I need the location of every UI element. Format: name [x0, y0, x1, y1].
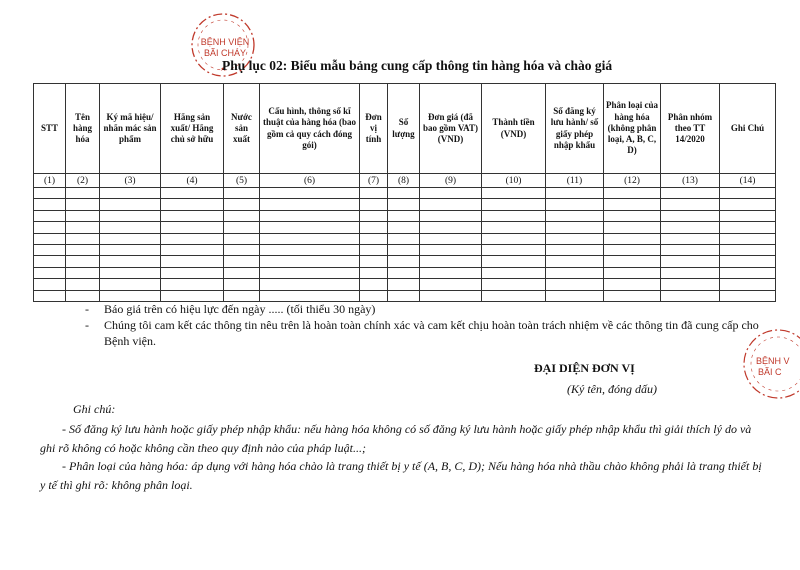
table-cell [546, 188, 604, 199]
table-cell [482, 233, 546, 244]
table-cell [260, 267, 360, 278]
table-cell [604, 233, 661, 244]
table-cell [161, 222, 224, 233]
table-cell [482, 279, 546, 290]
table-cell [388, 256, 420, 267]
table-cell [546, 244, 604, 255]
table-cell [224, 290, 260, 301]
table-cell [661, 279, 720, 290]
column-header: Phân loại của hàng hóa (không phân loại, A, B, C, D) [604, 84, 661, 174]
table-cell [661, 233, 720, 244]
column-header: Thành tiền (VND) [482, 84, 546, 174]
column-number: (6) [260, 174, 360, 188]
column-header: Số đăng ký lưu hành/ số giấy phép nhập khẩu [546, 84, 604, 174]
table-cell [260, 210, 360, 221]
column-header: Nước sản xuất [224, 84, 260, 174]
table-cell [66, 267, 100, 278]
table-cell [482, 222, 546, 233]
note-item [85, 301, 770, 317]
table-cell [604, 188, 661, 199]
column-number: (2) [66, 174, 100, 188]
table-cell [720, 222, 776, 233]
table-cell [661, 244, 720, 255]
table-cell [482, 256, 546, 267]
table-cell [604, 244, 661, 255]
note-item [85, 317, 770, 349]
table-cell [34, 210, 66, 221]
table-cell [420, 290, 482, 301]
table-cell [546, 233, 604, 244]
column-header: Đơn vị tính [360, 84, 388, 174]
table-row [34, 210, 776, 221]
table-cell [604, 290, 661, 301]
table-cell [482, 244, 546, 255]
column-number: (4) [161, 174, 224, 188]
table-cell [720, 244, 776, 255]
column-number: (10) [482, 174, 546, 188]
table-cell [720, 210, 776, 221]
notes-list [85, 301, 770, 349]
column-number-row [34, 174, 776, 188]
table-row [34, 188, 776, 199]
table-cell [388, 279, 420, 290]
table-cell [360, 267, 388, 278]
table-cell [720, 267, 776, 278]
document-title: Phụ lục 02: Biểu mẫu bảng cung cấp thông tin hàng hóa và chào giá [222, 58, 613, 73]
table-cell [661, 188, 720, 199]
table-row [34, 199, 776, 210]
table-cell [388, 233, 420, 244]
table-cell [482, 199, 546, 210]
table-cell [604, 222, 661, 233]
table-cell [388, 199, 420, 210]
table-cell [66, 233, 100, 244]
table-cell [224, 188, 260, 199]
table-cell [34, 233, 66, 244]
column-header: Ghi Chú [720, 84, 776, 174]
table-cell [161, 188, 224, 199]
table-cell [420, 244, 482, 255]
table-cell [661, 199, 720, 210]
table-cell [720, 290, 776, 301]
table-cell [66, 244, 100, 255]
table-cell [100, 233, 161, 244]
note-commitment: Chúng tôi cam kết các thông tin nêu trên là hoàn toàn chính xác và cam kết chịu hoàn toàn trách nhiệm về các thông tin đã cung cấp cho Bệnh viện. [104, 318, 759, 348]
table-cell [100, 210, 161, 221]
table-cell [360, 222, 388, 233]
table-cell [420, 199, 482, 210]
table-cell [546, 279, 604, 290]
table-cell [546, 210, 604, 221]
table-row [34, 222, 776, 233]
column-number: (8) [388, 174, 420, 188]
table-cell [482, 290, 546, 301]
table-cell [260, 188, 360, 199]
table-cell [360, 233, 388, 244]
table-cell [260, 244, 360, 255]
table-cell [100, 222, 161, 233]
table-cell [420, 256, 482, 267]
table-cell [546, 290, 604, 301]
table-cell [720, 256, 776, 267]
column-number: (1) [34, 174, 66, 188]
table-cell [546, 222, 604, 233]
table-cell [224, 199, 260, 210]
table-cell [604, 267, 661, 278]
table-cell [420, 210, 482, 221]
column-header: Hãng sản xuất/ Hãng chủ sở hữu [161, 84, 224, 174]
table-cell [34, 290, 66, 301]
table-cell [661, 222, 720, 233]
table-cell [100, 199, 161, 210]
table-cell [260, 290, 360, 301]
table-cell [224, 279, 260, 290]
table-cell [34, 188, 66, 199]
table-cell [161, 210, 224, 221]
table-cell [66, 199, 100, 210]
table-cell [34, 222, 66, 233]
table-cell [100, 188, 161, 199]
table-cell [482, 210, 546, 221]
table-cell [546, 256, 604, 267]
table-cell [604, 210, 661, 221]
table-cell [482, 267, 546, 278]
table-cell [604, 199, 661, 210]
note-bullet: - [85, 318, 89, 332]
table-cell [388, 244, 420, 255]
column-number: (14) [720, 174, 776, 188]
table-cell [66, 210, 100, 221]
table-cell [546, 199, 604, 210]
quotation-table [33, 83, 776, 302]
table-cell [661, 290, 720, 301]
column-header: Phân nhóm theo TT 14/2020 [661, 84, 720, 174]
table-cell [260, 222, 360, 233]
table-cell [161, 279, 224, 290]
table-cell [161, 256, 224, 267]
table-row [34, 279, 776, 290]
ghi-chu-title: Ghi chú: [73, 402, 116, 416]
table-cell [260, 279, 360, 290]
table-cell [224, 222, 260, 233]
table-cell [388, 188, 420, 199]
note-validity: Báo giá trên có hiệu lực đến ngày ..... (tối thiểu 30 ngày) [104, 302, 376, 316]
table-cell [66, 222, 100, 233]
ghi-chu-item: - Số đăng ký lưu hành hoặc giấy phép nhập khẩu: nếu hàng hóa không có số đăng ký lưu hành hoặc giấy phép nhập khẩu thì giải thích lý do và ghi rõ không có hoặc không cần theo quy định nào của pháp luật...; [40, 422, 752, 455]
table-cell [224, 233, 260, 244]
table-cell [360, 199, 388, 210]
table-cell [161, 290, 224, 301]
table-cell [360, 210, 388, 221]
table-cell [420, 267, 482, 278]
table-cell [260, 199, 360, 210]
table-cell [34, 244, 66, 255]
table-cell [224, 256, 260, 267]
column-header: Đơn giá (đã bao gồm VAT) (VND) [420, 84, 482, 174]
table-cell [360, 290, 388, 301]
table-cell [34, 267, 66, 278]
table-row [34, 256, 776, 267]
stamp-right-line-2: BÃI C [758, 367, 782, 377]
column-number: (7) [360, 174, 388, 188]
table-row [34, 233, 776, 244]
column-number: (9) [420, 174, 482, 188]
table-cell [420, 233, 482, 244]
stamp-line-1: BỆNH VIỆN [200, 37, 250, 47]
column-number: (13) [661, 174, 720, 188]
table-cell [388, 290, 420, 301]
signature-subtitle: (Ký tên, đóng dấu) [567, 382, 657, 396]
table-cell [360, 188, 388, 199]
table-cell [100, 267, 161, 278]
table-cell [161, 267, 224, 278]
table-cell [224, 244, 260, 255]
signature-title: ĐẠI DIỆN ĐƠN VỊ [534, 361, 635, 375]
column-header: Cấu hình, thông số kĩ thuật của hàng hóa (bao gồm cả quy cách đóng gói) [260, 84, 360, 174]
table-cell [482, 188, 546, 199]
table-cell [224, 267, 260, 278]
ghi-chu-item: - Phân loại của hàng hóa: áp dụng với hàng hóa chào là trang thiết bị y tế (A, B, C, D); Nếu hàng hóa nhà thầu chào không phải là trang thiết bị y tế thì ghi rõ: không phân loại. [40, 459, 762, 492]
table-cell [661, 267, 720, 278]
table-cell [388, 267, 420, 278]
table-cell [66, 279, 100, 290]
column-number: (12) [604, 174, 661, 188]
column-header: Số lượng [388, 84, 420, 174]
table-cell [360, 279, 388, 290]
table-cell [720, 188, 776, 199]
table-cell [34, 256, 66, 267]
table-cell [161, 233, 224, 244]
table-cell [260, 256, 360, 267]
column-header: STT [34, 84, 66, 174]
table-cell [66, 256, 100, 267]
table-cell [161, 244, 224, 255]
table-cell [604, 279, 661, 290]
table-cell [661, 256, 720, 267]
table-cell [66, 290, 100, 301]
table-cell [260, 233, 360, 244]
table-row [34, 267, 776, 278]
table-cell [720, 233, 776, 244]
table-cell [388, 210, 420, 221]
table-cell [100, 290, 161, 301]
table-cell [420, 222, 482, 233]
table-row [34, 290, 776, 301]
table-cell [360, 244, 388, 255]
table-cell [546, 267, 604, 278]
table-cell [34, 279, 66, 290]
table-header-row [34, 84, 776, 174]
table-cell [100, 279, 161, 290]
table-cell [224, 210, 260, 221]
table-cell [360, 256, 388, 267]
table-cell [161, 199, 224, 210]
table-cell [720, 199, 776, 210]
stamp-right-line-1: BỆNH V [756, 356, 790, 366]
table-cell [100, 244, 161, 255]
table-cell [34, 199, 66, 210]
table-cell [66, 188, 100, 199]
column-header: Ký mã hiệu/ nhãn mác sản phẩm [100, 84, 161, 174]
table-cell [388, 222, 420, 233]
column-number: (3) [100, 174, 161, 188]
table-cell [604, 256, 661, 267]
table-cell [661, 210, 720, 221]
column-number: (11) [546, 174, 604, 188]
column-header: Tên hàng hóa [66, 84, 100, 174]
table-cell [420, 188, 482, 199]
table-cell [420, 279, 482, 290]
column-number: (5) [224, 174, 260, 188]
table-cell [720, 279, 776, 290]
stamp-line-2: BÃI CHÁY [203, 48, 247, 58]
table-cell [100, 256, 161, 267]
note-bullet: - [85, 302, 89, 316]
table-row [34, 244, 776, 255]
